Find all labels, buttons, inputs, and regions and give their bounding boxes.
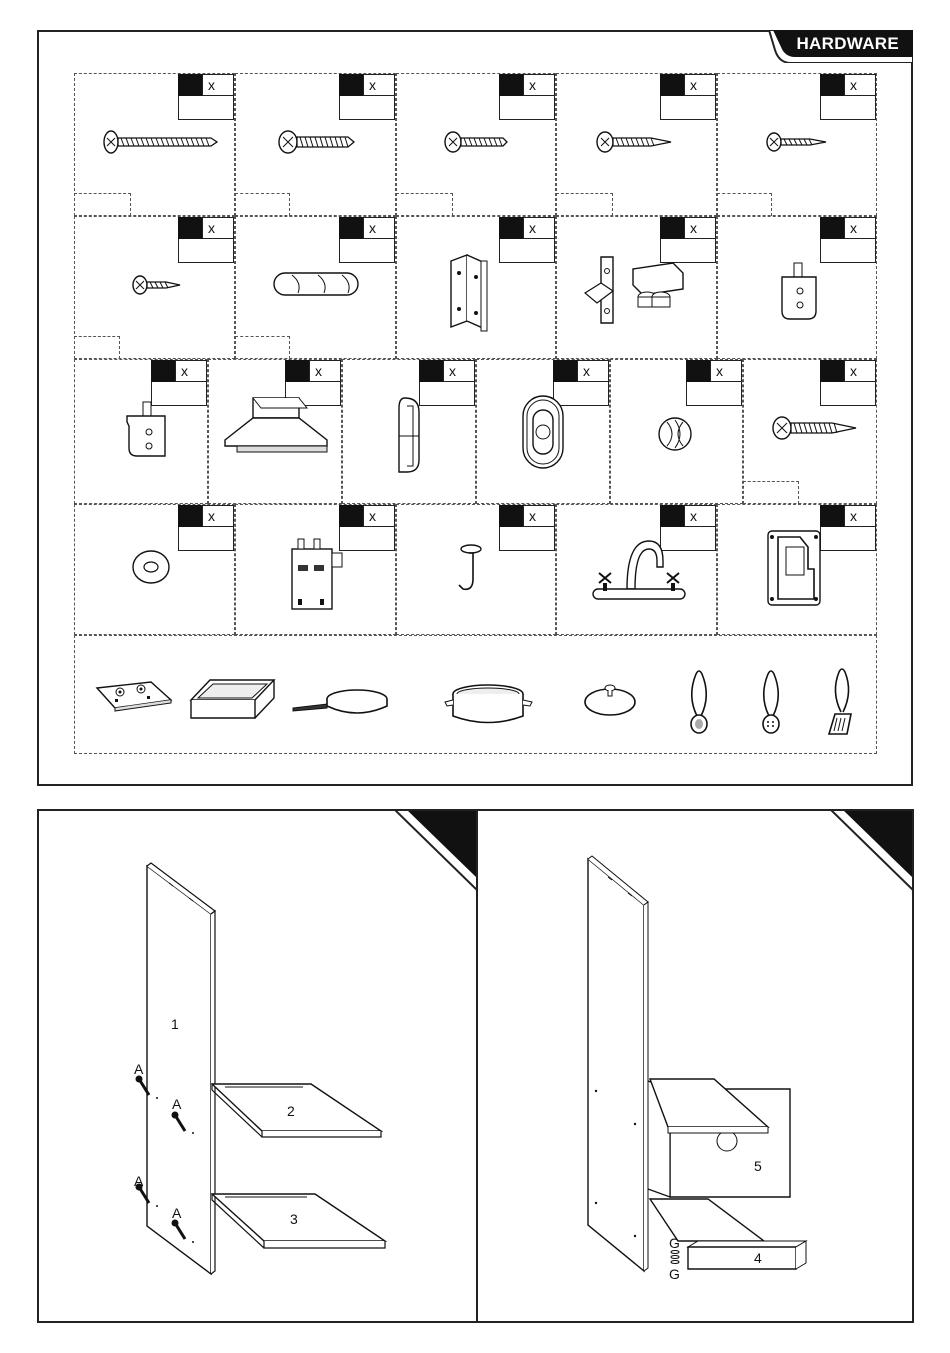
part-letter-box <box>178 74 202 96</box>
washer-icon <box>129 547 175 587</box>
quantity-box <box>820 217 876 263</box>
hardware-cell <box>235 216 396 359</box>
quantity-mark: x <box>844 505 876 527</box>
quantity-mark: x <box>710 360 742 382</box>
hardware-cell <box>208 359 342 504</box>
panel-3-label: 3 <box>290 1211 298 1227</box>
quantity-mark: x <box>363 217 395 239</box>
mini-screw-icon <box>130 269 190 309</box>
hardware-cell <box>235 73 396 216</box>
quantity-mark: x <box>577 360 609 382</box>
part-letter-box <box>820 74 844 96</box>
part-letter-box <box>820 505 844 527</box>
hood-icon <box>223 396 331 456</box>
quantity-mark: x <box>523 74 555 96</box>
panel-4-label: 4 <box>754 1250 762 1266</box>
hardware-cell <box>74 73 235 216</box>
quantity-box <box>820 360 876 406</box>
quantity-value-box <box>339 96 395 120</box>
sink-basin-icon <box>191 680 274 718</box>
part-letter-box <box>820 217 844 239</box>
size-reference-box <box>556 193 613 216</box>
part-letter-box <box>660 217 684 239</box>
quantity-mark: x <box>684 74 716 96</box>
hardware-cell <box>74 216 235 359</box>
quantity-mark: x <box>443 360 475 382</box>
quantity-value-box <box>686 382 742 406</box>
quantity-value-box <box>499 96 555 120</box>
size-reference-box <box>396 193 453 216</box>
step-panel-left <box>37 809 478 1323</box>
part-letter-box <box>660 505 684 527</box>
quantity-value-box <box>660 96 716 120</box>
size-reference-box <box>74 336 120 359</box>
washer-g-icon <box>671 1251 679 1264</box>
part-letter-box <box>339 505 363 527</box>
size-reference-box <box>717 193 772 216</box>
cooking-pot-icon <box>445 685 532 723</box>
ladle-icon <box>691 671 707 733</box>
frying-pan-icon <box>293 690 387 713</box>
quantity-mark: x <box>844 217 876 239</box>
pointed-screw-icon <box>595 126 677 166</box>
hardware-cell <box>717 216 877 359</box>
round-knob-icon <box>655 414 697 456</box>
part-letter-box <box>339 217 363 239</box>
part-letter-box <box>419 360 443 382</box>
hardware-cell <box>396 216 556 359</box>
quantity-mark: x <box>363 505 395 527</box>
quantity-box <box>419 360 475 406</box>
quantity-mark: x <box>309 360 341 382</box>
panel-5-label: 5 <box>754 1158 762 1174</box>
step-corner-marker <box>830 809 914 891</box>
hardware-cell <box>717 73 877 216</box>
quantity-mark: x <box>202 74 234 96</box>
skimmer-icon <box>763 671 779 733</box>
quantity-value-box <box>499 239 555 263</box>
wooden-dowel-icon <box>272 269 362 299</box>
quantity-value-box <box>820 239 876 263</box>
part-letter-box <box>285 360 309 382</box>
part-letter-box <box>499 74 523 96</box>
part-letter-box <box>151 360 175 382</box>
knob-plate-icon <box>521 394 567 472</box>
quantity-value-box <box>820 527 876 551</box>
screw-a-label: A <box>134 1061 144 1077</box>
quantity-value-box <box>499 527 555 551</box>
large-screw-icon <box>770 412 860 452</box>
quantity-value-box <box>178 96 234 120</box>
part-letter-box <box>686 360 710 382</box>
quantity-box <box>820 74 876 120</box>
medium-round-head-screw-icon <box>276 126 360 166</box>
quantity-mark: x <box>523 217 555 239</box>
screw-a-label: A <box>172 1205 182 1221</box>
part-letter-box <box>178 217 202 239</box>
faucet-icon <box>591 531 687 605</box>
l-bracket-icon <box>125 400 169 460</box>
control-box-icon <box>290 535 346 613</box>
pot-lid-icon <box>585 685 635 715</box>
quantity-mark: x <box>523 505 555 527</box>
quantity-value-box <box>419 382 475 406</box>
part-letter-box <box>660 74 684 96</box>
long-round-head-screw-icon <box>101 126 221 166</box>
part-letter-box <box>499 217 523 239</box>
quantity-value-box <box>820 382 876 406</box>
shelf-bracket-icon <box>780 261 820 323</box>
part-letter-box <box>553 360 577 382</box>
step-panel-right <box>476 809 914 1323</box>
part-letter-box <box>499 505 523 527</box>
hardware-cell <box>396 73 556 216</box>
quantity-box <box>499 217 555 263</box>
hardware-cell <box>556 73 717 216</box>
washer-g-label: G <box>669 1266 680 1282</box>
quantity-box <box>178 217 234 263</box>
quantity-box <box>339 74 395 120</box>
washer-g-label: G <box>669 1235 680 1251</box>
screw-a-label: A <box>172 1096 182 1112</box>
quantity-mark: x <box>363 74 395 96</box>
hardware-cell <box>717 504 877 635</box>
quantity-mark: x <box>844 360 876 382</box>
quantity-mark: x <box>202 505 234 527</box>
short-round-head-screw-icon <box>443 126 513 166</box>
quantity-mark: x <box>175 360 207 382</box>
size-reference-box <box>743 481 799 504</box>
hinge-icon <box>447 251 491 335</box>
quantity-value-box <box>178 527 234 551</box>
part-letter-box <box>820 360 844 382</box>
quantity-mark: x <box>684 217 716 239</box>
size-reference-box <box>235 193 290 216</box>
hardware-cell <box>556 504 717 635</box>
dispenser-icon <box>764 529 824 609</box>
size-reference-box <box>74 193 131 216</box>
hardware-cell <box>396 504 556 635</box>
quantity-mark: x <box>202 217 234 239</box>
quantity-box <box>499 74 555 120</box>
quantity-box <box>660 74 716 120</box>
quantity-value-box <box>820 96 876 120</box>
hardware-cell <box>743 359 877 504</box>
quantity-value-box <box>339 527 395 551</box>
cooktop-icon <box>97 682 171 711</box>
spatula-icon <box>829 669 851 734</box>
small-pointed-screw-icon <box>764 126 828 166</box>
handle-icon <box>395 396 423 476</box>
hardware-cell <box>476 359 610 504</box>
hardware-cell <box>74 504 235 635</box>
quantity-box <box>820 505 876 551</box>
panel-2-label: 2 <box>287 1103 295 1119</box>
hardware-cell <box>556 216 717 359</box>
hardware-cell <box>610 359 743 504</box>
accessories-row <box>74 635 877 754</box>
hardware-cell <box>74 359 208 504</box>
cabinet-hinge-icon <box>583 253 687 325</box>
quantity-value-box <box>178 239 234 263</box>
part-letter-box <box>339 74 363 96</box>
part-letter-box <box>178 505 202 527</box>
quantity-box <box>499 505 555 551</box>
hardware-cell <box>235 504 396 635</box>
quantity-mark: x <box>844 74 876 96</box>
step-corner-marker <box>394 809 478 891</box>
hardware-cell <box>342 359 476 504</box>
quantity-value-box <box>339 239 395 263</box>
quantity-box <box>178 505 234 551</box>
size-reference-box <box>235 336 290 359</box>
quantity-box <box>686 360 742 406</box>
hook-icon <box>457 543 487 595</box>
panel-1-label: 1 <box>171 1016 179 1032</box>
screw-a-label: A <box>134 1173 144 1189</box>
quantity-box <box>178 74 234 120</box>
quantity-mark: x <box>684 505 716 527</box>
quantity-box <box>339 217 395 263</box>
quantity-box <box>339 505 395 551</box>
hardware-title: HARDWARE <box>796 34 899 53</box>
